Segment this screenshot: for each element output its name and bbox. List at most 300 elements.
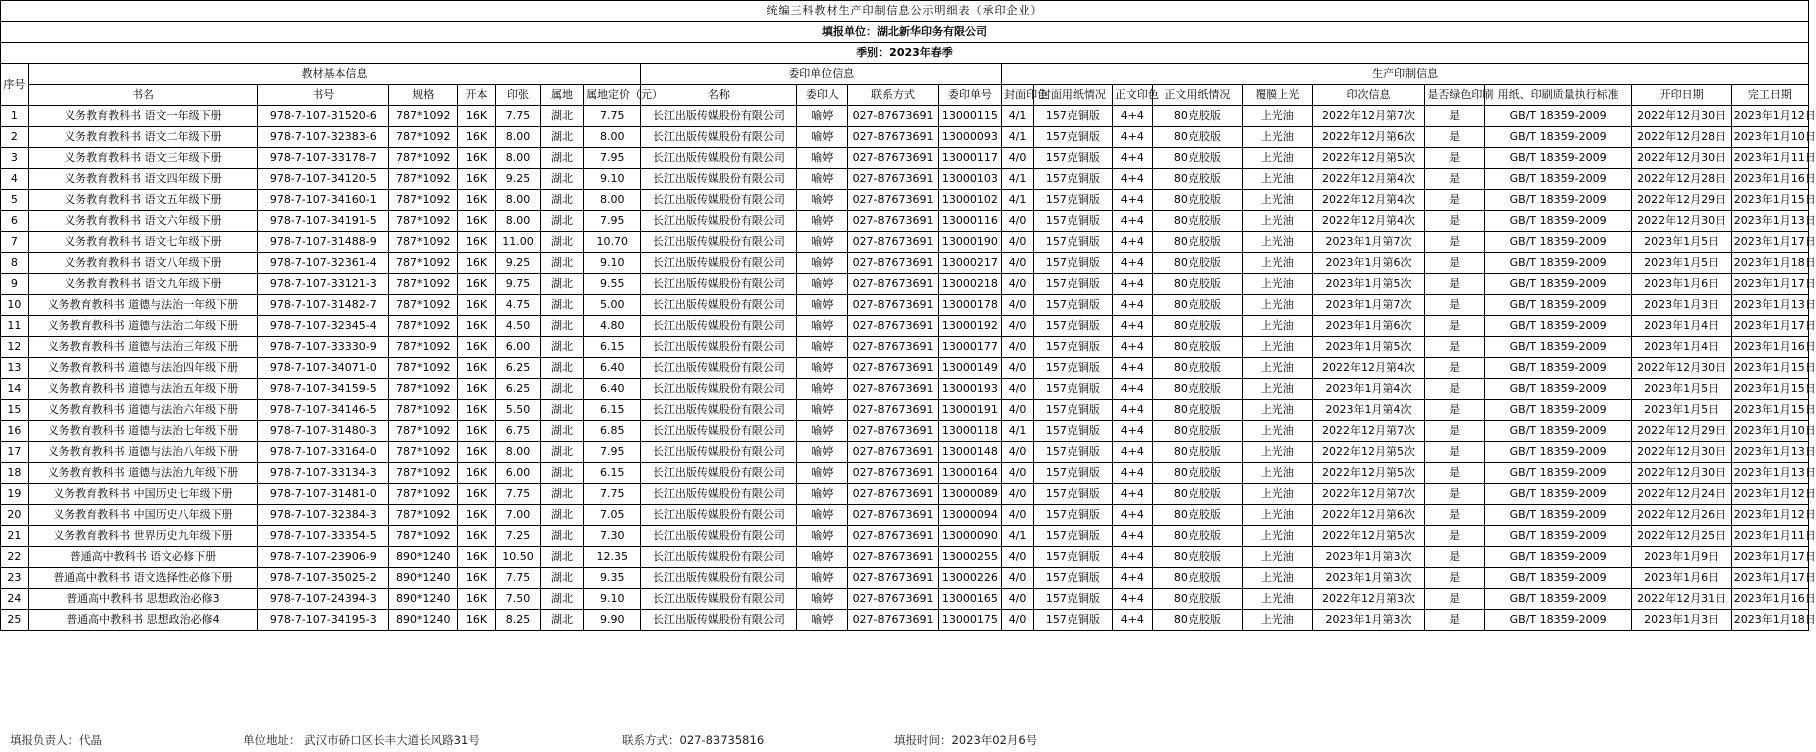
table-cell: 2023年1月4日	[1632, 337, 1731, 358]
table-cell: 2022年12月30日	[1632, 463, 1731, 484]
table-cell: 湖北	[541, 295, 584, 316]
table-cell: 027-87673691	[848, 463, 938, 484]
table-cell: 13000165	[938, 589, 1002, 610]
table-cell: 2023年1月12日	[1731, 505, 1808, 526]
table-cell: 是	[1425, 484, 1484, 505]
table-cell: 6.00	[495, 337, 540, 358]
table-cell: GB/T 18359-2009	[1484, 337, 1632, 358]
column-header: 书名	[28, 85, 258, 106]
table-cell: 13000178	[938, 295, 1002, 316]
table-cell: 027-87673691	[848, 148, 938, 169]
table-cell: 16K	[458, 463, 496, 484]
table-cell: 义务教育教科书 道德与法治四年级下册	[28, 358, 258, 379]
table-cell: GB/T 18359-2009	[1484, 610, 1632, 631]
table-cell: 2023年1月13日	[1731, 211, 1808, 232]
table-cell: 7.75	[495, 568, 540, 589]
table-cell: 4/0	[1002, 379, 1034, 400]
table-cell: 13000148	[938, 442, 1002, 463]
table-cell: 16K	[458, 505, 496, 526]
table-cell: 2022年12月第4次	[1312, 190, 1425, 211]
table-cell: 长江出版传媒股份有限公司	[641, 610, 797, 631]
table-cell: 4+4	[1112, 400, 1152, 421]
table-cell: 湖北	[541, 337, 584, 358]
table-cell: 9.25	[495, 253, 540, 274]
table-cell: 长江出版传媒股份有限公司	[641, 253, 797, 274]
table-cell: 是	[1425, 106, 1484, 127]
table-cell: 157克铜版	[1033, 106, 1112, 127]
table-cell: 22	[1, 547, 29, 568]
table-cell: 978-7-107-33178-7	[258, 148, 389, 169]
table-cell: 4+4	[1112, 421, 1152, 442]
footer	[10, 730, 1800, 750]
table-cell: 13000102	[938, 190, 1002, 211]
table-cell: 长江出版传媒股份有限公司	[641, 148, 797, 169]
table-cell: 6.25	[495, 358, 540, 379]
table-cell: 喻婷	[797, 211, 848, 232]
table-cell: 上光油	[1242, 253, 1312, 274]
client-info-header: 委印单位信息	[641, 64, 1002, 85]
table-cell: 027-87673691	[848, 589, 938, 610]
table-cell: 义务教育教科书 语文六年级下册	[28, 211, 258, 232]
table-cell: 4+4	[1112, 127, 1152, 148]
table-cell: 4+4	[1112, 253, 1152, 274]
column-header: 是否绿色印刷	[1425, 85, 1484, 106]
table-cell: 7.95	[584, 148, 641, 169]
table-cell: 上光油	[1242, 589, 1312, 610]
table-cell: 8.00	[495, 190, 540, 211]
table-cell: 喻婷	[797, 253, 848, 274]
table-cell: 80克胶版	[1152, 484, 1242, 505]
table-cell: 15	[1, 400, 29, 421]
table-cell: 4/0	[1002, 484, 1034, 505]
table-cell: 2023年1月11日	[1731, 526, 1808, 547]
table-cell: 80克胶版	[1152, 589, 1242, 610]
table-row	[1, 505, 1809, 526]
table-cell: 16K	[458, 253, 496, 274]
table-cell: 890*1240	[389, 610, 458, 631]
table-cell: 13000116	[938, 211, 1002, 232]
table-cell: GB/T 18359-2009	[1484, 526, 1632, 547]
table-cell: 4+4	[1112, 274, 1152, 295]
table-cell: 2022年12月30日	[1632, 442, 1731, 463]
table-cell: 湖北	[541, 526, 584, 547]
table-cell: 喻婷	[797, 610, 848, 631]
table-cell: 027-87673691	[848, 253, 938, 274]
table-cell: 喻婷	[797, 484, 848, 505]
table-cell: 4/0	[1002, 442, 1034, 463]
table-cell: GB/T 18359-2009	[1484, 547, 1632, 568]
table-cell: 喻婷	[797, 127, 848, 148]
table-cell: 978-7-107-33164-0	[258, 442, 389, 463]
table-cell: 787*1092	[389, 484, 458, 505]
table-cell: 2023年1月第4次	[1312, 400, 1425, 421]
table-cell: 4/0	[1002, 274, 1034, 295]
table-cell: 157克铜版	[1033, 484, 1112, 505]
table-row	[1, 106, 1809, 127]
table-cell: 157克铜版	[1033, 232, 1112, 253]
table-cell: 义务教育教科书 道德与法治八年级下册	[28, 442, 258, 463]
table-cell: 16K	[458, 211, 496, 232]
table-cell: 2022年12月26日	[1632, 505, 1731, 526]
table-cell: 978-7-107-34120-5	[258, 169, 389, 190]
table-cell: 16K	[458, 358, 496, 379]
table-cell: 16K	[458, 610, 496, 631]
table-row	[1, 253, 1809, 274]
table-cell: 978-7-107-35025-2	[258, 568, 389, 589]
table-cell: 80克胶版	[1152, 400, 1242, 421]
table-cell: 9.10	[584, 169, 641, 190]
table-cell: 义务教育教科书 中国历史七年级下册	[28, 484, 258, 505]
table-cell: 157克铜版	[1033, 211, 1112, 232]
table-cell: 978-7-107-23906-9	[258, 547, 389, 568]
table-row	[1, 421, 1809, 442]
table-cell: 787*1092	[389, 106, 458, 127]
table-cell: 4+4	[1112, 148, 1152, 169]
table-cell: 上光油	[1242, 442, 1312, 463]
table-cell: 8	[1, 253, 29, 274]
table-cell: 18	[1, 463, 29, 484]
table-cell: 890*1240	[389, 547, 458, 568]
table-row	[1, 358, 1809, 379]
table-cell: 978-7-107-34195-3	[258, 610, 389, 631]
table-cell: 16K	[458, 442, 496, 463]
seq-header: 序号	[1, 64, 29, 106]
table-cell: 是	[1425, 127, 1484, 148]
table-cell: 喻婷	[797, 148, 848, 169]
table-cell: 2023年1月13日	[1731, 295, 1808, 316]
table-cell: GB/T 18359-2009	[1484, 232, 1632, 253]
table-cell: 4+4	[1112, 295, 1152, 316]
table-cell: 长江出版传媒股份有限公司	[641, 547, 797, 568]
table-cell: 16K	[458, 568, 496, 589]
table-cell: 2022年12月第7次	[1312, 421, 1425, 442]
table-cell: 2023年1月15日	[1731, 400, 1808, 421]
table-cell: 19	[1, 484, 29, 505]
table-cell: 13000255	[938, 547, 1002, 568]
table-cell: 16K	[458, 484, 496, 505]
column-header: 联系方式	[848, 85, 938, 106]
table-cell: 157克铜版	[1033, 568, 1112, 589]
table-cell: 4	[1, 169, 29, 190]
table-cell: 5	[1, 190, 29, 211]
table-cell: 2023年1月13日	[1731, 442, 1808, 463]
table-cell: 2023年1月17日	[1731, 547, 1808, 568]
table-cell: 027-87673691	[848, 337, 938, 358]
table-cell: 13000089	[938, 484, 1002, 505]
table-cell: 13000177	[938, 337, 1002, 358]
table-cell: 13000115	[938, 106, 1002, 127]
table-cell: 4+4	[1112, 316, 1152, 337]
table-cell: 是	[1425, 568, 1484, 589]
table-cell: GB/T 18359-2009	[1484, 442, 1632, 463]
table-cell: 2023年1月11日	[1731, 148, 1808, 169]
table-cell: 16K	[458, 127, 496, 148]
table-cell: 湖北	[541, 127, 584, 148]
table-cell: 157克铜版	[1033, 253, 1112, 274]
table-cell: 4+4	[1112, 232, 1152, 253]
table-cell: 13000094	[938, 505, 1002, 526]
table-cell: 7.50	[495, 589, 540, 610]
table-cell: 9.55	[584, 274, 641, 295]
table-cell: 13000118	[938, 421, 1002, 442]
table-cell: 12.35	[584, 547, 641, 568]
table-cell: 978-7-107-31520-6	[258, 106, 389, 127]
table-cell: 长江出版传媒股份有限公司	[641, 337, 797, 358]
table-cell: 是	[1425, 358, 1484, 379]
table-cell: 80克胶版	[1152, 274, 1242, 295]
table-cell: 是	[1425, 400, 1484, 421]
table-cell: 13000226	[938, 568, 1002, 589]
table-cell: 2023年1月16日	[1731, 589, 1808, 610]
table-cell: 2023年1月第3次	[1312, 610, 1425, 631]
table-cell: 157克铜版	[1033, 526, 1112, 547]
table-cell: 16K	[458, 316, 496, 337]
table-cell: 义务教育教科书 道德与法治九年级下册	[28, 463, 258, 484]
table-cell: 2023年1月6日	[1632, 568, 1731, 589]
table-cell: 2022年12月第4次	[1312, 169, 1425, 190]
production-info-header: 生产印制信息	[1002, 64, 1809, 85]
table-cell: 4+4	[1112, 211, 1152, 232]
table-row	[1, 442, 1809, 463]
table-row	[1, 148, 1809, 169]
table-cell: 是	[1425, 463, 1484, 484]
table-cell: 喻婷	[797, 169, 848, 190]
table-cell: 9.10	[584, 253, 641, 274]
table-row	[1, 400, 1809, 421]
table-cell: 157克铜版	[1033, 379, 1112, 400]
table-row	[1, 568, 1809, 589]
table-cell: 义务教育教科书 语文五年级下册	[28, 190, 258, 211]
table-cell: 普通高中教科书 语文选择性必修下册	[28, 568, 258, 589]
table-cell: 2022年12月第4次	[1312, 211, 1425, 232]
table-cell: 80克胶版	[1152, 358, 1242, 379]
table-cell: 13000175	[938, 610, 1002, 631]
table-cell: 80克胶版	[1152, 232, 1242, 253]
table-cell: 027-87673691	[848, 379, 938, 400]
table-cell: 湖北	[541, 463, 584, 484]
table-cell: 157克铜版	[1033, 148, 1112, 169]
table-cell: 6.15	[584, 463, 641, 484]
table-cell: 普通高中教科书 语文必修下册	[28, 547, 258, 568]
table-cell: 2023年1月9日	[1632, 547, 1731, 568]
table-cell: 2023年1月5日	[1632, 253, 1731, 274]
table-cell: 2023年1月第6次	[1312, 316, 1425, 337]
table-cell: 义务教育教科书 语文一年级下册	[28, 106, 258, 127]
table-cell: 是	[1425, 610, 1484, 631]
table-cell: 4+4	[1112, 568, 1152, 589]
table-cell: 8.00	[584, 190, 641, 211]
table-row	[1, 337, 1809, 358]
table-cell: 9.10	[584, 589, 641, 610]
table-cell: 是	[1425, 253, 1484, 274]
table-cell: 喻婷	[797, 442, 848, 463]
table-cell: 027-87673691	[848, 442, 938, 463]
table-cell: 80克胶版	[1152, 337, 1242, 358]
table-cell: 027-87673691	[848, 169, 938, 190]
table-cell: 2022年12月28日	[1632, 169, 1731, 190]
table-cell: 2022年12月28日	[1632, 127, 1731, 148]
table-cell: 2023年1月15日	[1731, 190, 1808, 211]
table-cell: 80克胶版	[1152, 463, 1242, 484]
table-cell: 157克铜版	[1033, 190, 1112, 211]
table-cell: 027-87673691	[848, 232, 938, 253]
table-cell: 2022年12月24日	[1632, 484, 1731, 505]
table-cell: 890*1240	[389, 568, 458, 589]
table-cell: 义务教育教科书 中国历史八年级下册	[28, 505, 258, 526]
table-cell: 长江出版传媒股份有限公司	[641, 463, 797, 484]
table-cell: 027-87673691	[848, 127, 938, 148]
table-cell: 义务教育教科书 道德与法治五年级下册	[28, 379, 258, 400]
table-cell: 80克胶版	[1152, 316, 1242, 337]
table-cell: 4+4	[1112, 169, 1152, 190]
table-cell: 2023年1月17日	[1731, 316, 1808, 337]
table-cell: 027-87673691	[848, 316, 938, 337]
table-cell: 027-87673691	[848, 274, 938, 295]
table-cell: 喻婷	[797, 358, 848, 379]
table-cell: 2023年1月第5次	[1312, 274, 1425, 295]
table-cell: 157克铜版	[1033, 400, 1112, 421]
table-cell: 2023年1月3日	[1632, 295, 1731, 316]
table-cell: 上光油	[1242, 106, 1312, 127]
table-cell: 上光油	[1242, 610, 1312, 631]
table-cell: 13000090	[938, 526, 1002, 547]
table-cell: 喻婷	[797, 589, 848, 610]
table-cell: 80克胶版	[1152, 211, 1242, 232]
table-cell: 2022年12月第7次	[1312, 106, 1425, 127]
table-cell: 喻婷	[797, 274, 848, 295]
table-cell: 4/0	[1002, 316, 1034, 337]
table-cell: 027-87673691	[848, 505, 938, 526]
column-header: 属地定价（元）	[584, 85, 641, 106]
table-cell: GB/T 18359-2009	[1484, 379, 1632, 400]
table-row	[1, 211, 1809, 232]
table-cell: 湖北	[541, 484, 584, 505]
table-cell: 20	[1, 505, 29, 526]
table-cell: 157克铜版	[1033, 442, 1112, 463]
table-row	[1, 274, 1809, 295]
table-cell: 2022年12月31日	[1632, 589, 1731, 610]
table-cell: 80克胶版	[1152, 421, 1242, 442]
table-cell: 是	[1425, 379, 1484, 400]
table-cell: 16K	[458, 337, 496, 358]
table-cell: 2	[1, 127, 29, 148]
table-cell: 787*1092	[389, 190, 458, 211]
table-cell: 2023年1月18日	[1731, 610, 1808, 631]
table-cell: 978-7-107-32361-4	[258, 253, 389, 274]
table-cell: 027-87673691	[848, 526, 938, 547]
table-cell: 是	[1425, 148, 1484, 169]
footer-date: 填报时间：2023年02月6号	[894, 733, 1038, 747]
table-cell: 2023年1月3日	[1632, 610, 1731, 631]
season: 季别：2023年春季	[1, 43, 1809, 64]
table-cell: 长江出版传媒股份有限公司	[641, 211, 797, 232]
table-cell: 4+4	[1112, 106, 1152, 127]
table-cell: 9.75	[495, 274, 540, 295]
table-cell: 978-7-107-32345-4	[258, 316, 389, 337]
column-header: 委印单号	[938, 85, 1002, 106]
table-cell: 2023年1月10日	[1731, 421, 1808, 442]
table-cell: 2023年1月17日	[1731, 232, 1808, 253]
table-cell: 是	[1425, 421, 1484, 442]
table-cell: 787*1092	[389, 442, 458, 463]
table-cell: 80克胶版	[1152, 379, 1242, 400]
table-cell: 787*1092	[389, 148, 458, 169]
table-cell: 027-87673691	[848, 547, 938, 568]
table-cell: 80克胶版	[1152, 505, 1242, 526]
table-cell: 喻婷	[797, 568, 848, 589]
table-cell: 喻婷	[797, 337, 848, 358]
table-cell: 湖北	[541, 505, 584, 526]
table-cell: 湖北	[541, 211, 584, 232]
table-cell: 喻婷	[797, 295, 848, 316]
table-row	[1, 232, 1809, 253]
table-cell: 湖北	[541, 316, 584, 337]
table-cell: 978-7-107-33330-9	[258, 337, 389, 358]
table-cell: 喻婷	[797, 316, 848, 337]
table-cell: 湖北	[541, 610, 584, 631]
table-cell: 80克胶版	[1152, 148, 1242, 169]
table-cell: 是	[1425, 211, 1484, 232]
table-cell: 2022年12月第5次	[1312, 526, 1425, 547]
table-cell: 80克胶版	[1152, 526, 1242, 547]
table-cell: 8.25	[495, 610, 540, 631]
table-row	[1, 547, 1809, 568]
table-cell: 义务教育教科书 道德与法治二年级下册	[28, 316, 258, 337]
table-cell: 16K	[458, 190, 496, 211]
table-cell: 长江出版传媒股份有限公司	[641, 169, 797, 190]
table-cell: 6.40	[584, 379, 641, 400]
table-cell: 787*1092	[389, 274, 458, 295]
table-cell: 978-7-107-31481-0	[258, 484, 389, 505]
table-cell: 7	[1, 232, 29, 253]
table-cell: 上光油	[1242, 232, 1312, 253]
table-cell: 8.00	[584, 127, 641, 148]
table-cell: 是	[1425, 190, 1484, 211]
table-cell: 长江出版传媒股份有限公司	[641, 379, 797, 400]
table-cell: 157克铜版	[1033, 505, 1112, 526]
table-cell: 2022年12月29日	[1632, 190, 1731, 211]
table-row	[1, 295, 1809, 316]
table-cell: 长江出版传媒股份有限公司	[641, 568, 797, 589]
table-cell: 9.25	[495, 169, 540, 190]
table-cell: 长江出版传媒股份有限公司	[641, 190, 797, 211]
table-cell: 2022年12月第6次	[1312, 127, 1425, 148]
table-cell: 上光油	[1242, 379, 1312, 400]
table-cell: 长江出版传媒股份有限公司	[641, 106, 797, 127]
table-cell: 湖北	[541, 400, 584, 421]
table-cell: 湖北	[541, 547, 584, 568]
table-cell: 3	[1, 148, 29, 169]
table-cell: 80克胶版	[1152, 568, 1242, 589]
table-cell: 是	[1425, 442, 1484, 463]
table-cell: 787*1092	[389, 526, 458, 547]
table-cell: 4/1	[1002, 190, 1034, 211]
table-row	[1, 526, 1809, 547]
table-cell: 157克铜版	[1033, 274, 1112, 295]
column-header: 封面印色	[1002, 85, 1034, 106]
column-header: 正文用纸情况	[1152, 85, 1242, 106]
table-cell: 5.50	[495, 400, 540, 421]
table-cell: 16K	[458, 589, 496, 610]
unit-row	[1, 22, 1809, 43]
table-cell: 6.15	[584, 400, 641, 421]
table-cell: 157克铜版	[1033, 421, 1112, 442]
table-cell: 长江出版传媒股份有限公司	[641, 295, 797, 316]
table-cell: 喻婷	[797, 232, 848, 253]
table-cell: 027-87673691	[848, 400, 938, 421]
table-cell: GB/T 18359-2009	[1484, 253, 1632, 274]
table-cell: 2023年1月5日	[1632, 379, 1731, 400]
